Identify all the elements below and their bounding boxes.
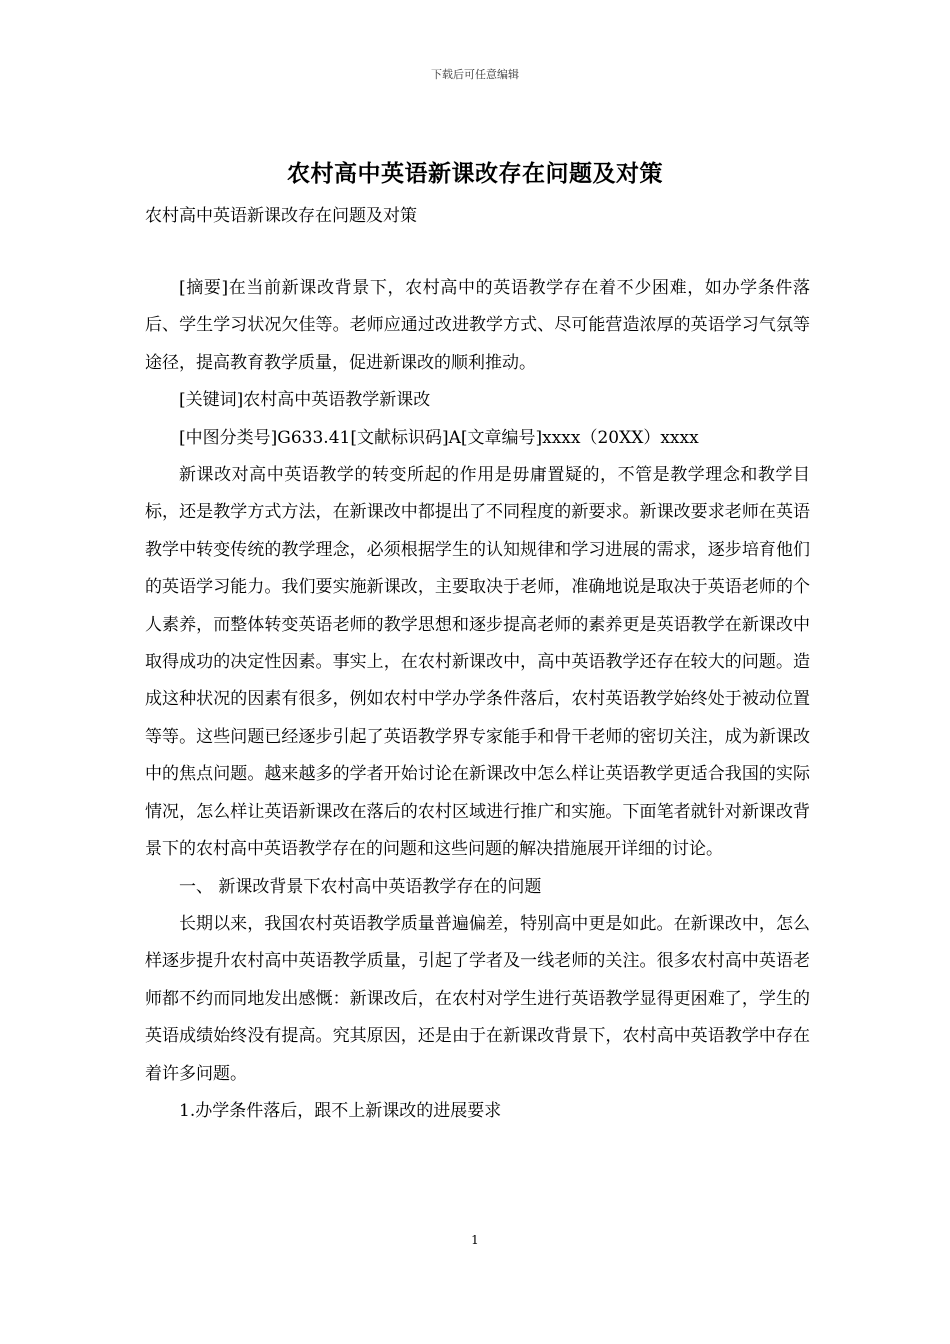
- document-subtitle: 农村高中英语新课改存在问题及对策: [145, 206, 417, 226]
- header-note: 下载后可任意编辑: [431, 68, 519, 81]
- subsection-heading: 1.办学条件落后，跟不上新课改的进展要求: [179, 1100, 502, 1121]
- intro-paragraph: 新课改对高中英语教学的转变所起的作用是毋庸置疑的，不管是教学理念和教学目标，还是教学方式方法，在新课改中都提出了不同程度的新要求。新课改要求老师在英语教学中转变传统的教学理念，必须根据学生的认知规律和学习进展的需求，逐步培育他们的英语学习能力。我们要实施新课改，主要取决于老师，准确地说是取决于英语老师的个人素养，而整体转变英语老师的教学思想和逐步提高老师的素养更是英语教学在新课改中取得成功的决定性因素。事实上，在农村新课改中，高中英语教学还存在较大的问题。造成这种状况的因素有很多，例如农村中学办学条件落后，农村英语教学始终处于被动位置等等。这些问题已经逐步引起了英语教学界专家能手和骨干老师的密切关注，成为新课改中的焦点问题。越来越多的学者开始讨论在新课改中怎么样让英语教学更适合我国的实际情况，怎么样让英语新课改在落后的农村区域进行推广和实施。下面笔者就针对新课改背景下的农村高中英语教学存在的问题和这些问题的解决措施展开详细的讨论。: [145, 465, 810, 860]
- classification-paragraph: [中图分类号]G633.41[文献标识码]A[文章编号]xxxx（20XX）xxxx: [179, 427, 699, 448]
- page-number: 1: [471, 1233, 479, 1247]
- section-heading: 一、 新课改背景下农村高中英语教学存在的问题: [179, 876, 542, 897]
- abstract-paragraph: [摘要]在当前新课改背景下，农村高中的英语教学存在着不少困难，如办学条件落后、学生学习状况欠佳等。老师应通过改进教学方式、尽可能营造浓厚的英语学习气氛等途径，提高教育教学质量，促进新课改的顺利推动。: [145, 278, 810, 373]
- document-body: [145, 270, 810, 1130]
- document-title: 农村高中英语新课改存在问题及对策: [287, 160, 663, 187]
- keywords-paragraph: [关键词]农村高中英语教学新课改: [179, 390, 431, 411]
- section-paragraph: 长期以来，我国农村英语教学质量普遍偏差，特别高中更是如此。在新课改中，怎么样逐步提升农村高中英语教学质量，引起了学者及一线老师的关注。很多农村高中英语老师都不约而同地发出感慨：新课改后，在农村对学生进行英语教学显得更困难了，学生的英语成绩始终没有提高。究其原因，还是由于在新课改背景下，农村高中英语教学中存在着许多问题。: [145, 913, 810, 1084]
